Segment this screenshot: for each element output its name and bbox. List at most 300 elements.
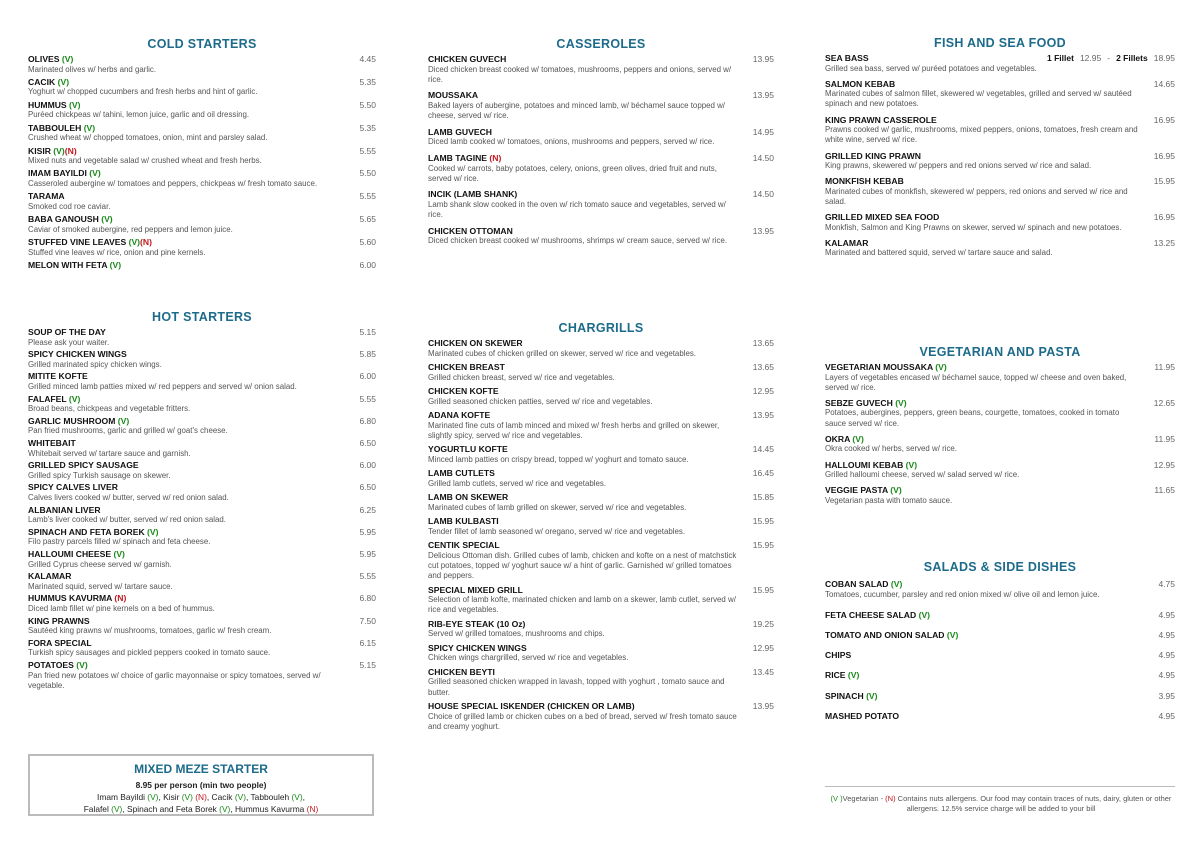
- item-description: Layers of vegetables encased w/ béchamel sauce, topped w/ cheese and oven baked, served w/ rice.: [825, 372, 1127, 392]
- item-name: [28, 54, 376, 65]
- sea-bass-fillet2-label: 2 Fillets: [1116, 53, 1148, 63]
- menu-item: [28, 77, 376, 98]
- item-title: KING PRAWNS: [28, 615, 90, 626]
- menu-item: [825, 362, 1175, 393]
- item-title: CACIK: [28, 76, 56, 87]
- meze-dish: Falafel: [83, 804, 112, 814]
- item-price: 5.65: [359, 214, 376, 225]
- meze-dish: ,: [302, 792, 305, 802]
- item-price: 6.00: [359, 460, 376, 471]
- menu-item: [825, 151, 1175, 172]
- menu-item: [825, 238, 1175, 259]
- item-name: [28, 593, 376, 604]
- item-price: 6.50: [359, 482, 376, 493]
- allergen-text: Contains nuts allergens. Our food may contain traces of nuts, dairy, gluten or other allergens. 12.5% service charge will be added to your bill: [895, 794, 1172, 813]
- item-description: Diced lamb cooked w/ tomatoes, onions, mushrooms and peppers, served w/ rice.: [428, 137, 715, 147]
- nuts-tag: (N): [64, 145, 77, 156]
- item-title: IMAM BAYILDI: [28, 168, 87, 179]
- item-title: CHIPS: [825, 650, 852, 661]
- menu-item: [825, 115, 1175, 146]
- item-description: Turkish spicy sausages and pickled peppers cooked in tomato sauce.: [28, 648, 271, 658]
- meze-dish: , Kisir: [158, 792, 182, 802]
- item-price: 7.50: [359, 615, 376, 626]
- item-price: 5.55: [359, 145, 376, 156]
- menu-item: [428, 90, 774, 121]
- item-title: OKRA: [825, 433, 850, 444]
- veg-key: (V ): [830, 794, 843, 803]
- item-name: [825, 670, 1175, 681]
- item-price: 12.65: [1153, 397, 1175, 408]
- section-title: COLD STARTERS: [147, 37, 257, 51]
- menu-item: [28, 549, 376, 570]
- meze-dish: Imam Bayildi: [97, 792, 148, 802]
- item-price: 6.25: [359, 504, 376, 515]
- item-list: [428, 338, 774, 732]
- item-name: [28, 168, 376, 179]
- item-description: Grilled spicy Turkish sausage on skewer.: [28, 470, 171, 480]
- sea-bass-prices: [1047, 53, 1175, 64]
- item-price: 11.65: [1154, 485, 1175, 496]
- menu-item: [428, 338, 774, 359]
- item-description: Marinated olives w/ herbs and garlic.: [28, 64, 157, 74]
- item-price: 6.80: [359, 593, 376, 604]
- item-price: 13.95: [752, 410, 774, 420]
- menu-item: [28, 100, 376, 121]
- item-description: Diced chicken breast cooked w/ tomatoes, mushrooms, peppers and onions, served w/ rice.: [428, 64, 732, 84]
- item-name: [28, 438, 376, 449]
- item-name: [825, 650, 1175, 661]
- item-title: KING PRAWN CASSEROLE: [825, 114, 937, 125]
- item-price: 19.25: [752, 618, 774, 629]
- item-price: 4.45: [359, 54, 376, 64]
- item-price: 4.75: [1158, 579, 1175, 589]
- menu-item: [825, 630, 1175, 641]
- item-price: 13.95: [752, 701, 774, 712]
- item-name: [428, 338, 774, 349]
- item-name: [825, 610, 1175, 621]
- allergen-note: [828, 794, 1174, 814]
- item-price: 5.50: [359, 168, 376, 179]
- menu-item: [28, 371, 376, 392]
- section-title: VEGETARIAN AND PASTA: [919, 345, 1081, 359]
- item-name: [28, 460, 376, 471]
- menu-item: [825, 485, 1175, 506]
- item-description: Whitebait served w/ tartare sauce and garnish.: [28, 448, 191, 458]
- menu-item: [825, 53, 1175, 74]
- vegetarian-tag: (V): [291, 792, 303, 802]
- item-title: SPICY CALVES LIVER: [28, 482, 118, 493]
- vegetarian-tag: (V): [66, 393, 81, 404]
- item-price: 4.95: [1158, 670, 1175, 681]
- menu-item: [428, 410, 774, 441]
- section-title: CHARGRILLS: [558, 321, 644, 335]
- item-name: [28, 371, 376, 382]
- item-description: Pan fried new potatoes w/ choice of garlic mayonnaise or spicy tomatoes, served w/ vegetable.: [28, 670, 321, 690]
- sea-bass-fillet1-label: 1 Fillet: [1047, 53, 1074, 63]
- item-title: POTATOES: [28, 660, 74, 671]
- item-description: Filo pastry parcels filled w/ spinach and feta cheese.: [28, 537, 211, 547]
- item-title: RICE: [825, 670, 846, 681]
- vegetarian-tag: (V): [219, 804, 231, 814]
- menu-item: [28, 123, 376, 144]
- item-price: 6.00: [359, 371, 376, 382]
- menu-item: [28, 214, 376, 235]
- item-title: SPICY CHICKEN WINGS: [428, 642, 527, 653]
- item-list: [825, 362, 1175, 506]
- item-title: KISIR: [28, 145, 51, 156]
- item-name: [28, 416, 376, 427]
- item-price: 5.95: [359, 549, 376, 560]
- meze-title: MIXED MEZE STARTER: [134, 762, 268, 776]
- footer-divider: [825, 786, 1175, 787]
- item-price: 6.80: [359, 415, 376, 426]
- item-name: [428, 153, 774, 164]
- item-name: [825, 485, 1175, 496]
- item-title: MOUSSAKA: [428, 90, 479, 101]
- menu-item: [825, 398, 1175, 429]
- item-name: [28, 146, 376, 157]
- item-price: 16.95: [1153, 114, 1175, 125]
- section-title: FISH AND SEA FOOD: [934, 36, 1066, 50]
- item-name: [428, 444, 774, 455]
- item-title: HOUSE SPECIAL ISKENDER (CHICKEN OR LAMB): [428, 701, 635, 712]
- item-description: Smoked cod roe caviar.: [28, 201, 111, 211]
- item-name: [825, 79, 1175, 90]
- item-name: [28, 123, 376, 134]
- item-description: Diced lamb fillet w/ pine kernels on a bed of hummus.: [28, 603, 215, 613]
- menu-item: [825, 176, 1175, 207]
- vegetarian-tag: (V): [147, 792, 159, 802]
- item-title: SPICY CHICKEN WINGS: [28, 349, 127, 360]
- item-description: Broad beans, chickpeas and vegetable fritters.: [28, 404, 191, 414]
- menu-item: [428, 468, 774, 489]
- item-name: [825, 434, 1175, 445]
- menu-item: [28, 237, 376, 258]
- item-description: Monkfish, Salmon and King Prawns on skewer, served w/ spinach and new potatoes.: [825, 222, 1122, 232]
- item-description: Lamb's liver cooked w/ butter, served w/ red onion salad.: [28, 515, 226, 525]
- item-title: SEBZE GUVECH: [825, 397, 893, 408]
- menu-item: [825, 650, 1175, 661]
- vegetarian-tag: (V): [903, 459, 918, 470]
- item-price: 13.95: [752, 90, 774, 101]
- item-name: [28, 214, 376, 225]
- item-name: [428, 643, 774, 654]
- item-title: INCIK (LAMB SHANK): [428, 189, 518, 200]
- menu-item: [825, 691, 1175, 702]
- vegetarian-tag: (V): [81, 122, 96, 133]
- item-name: [428, 516, 774, 527]
- item-price: 12.95: [752, 642, 774, 653]
- item-description: Cooked w/ carrots, baby potatoes, celery, onions, green olives, dried fruit and nuts, served w/ rice.: [428, 163, 717, 183]
- menu-item: [428, 153, 774, 184]
- item-price: 13.65: [752, 338, 774, 348]
- item-description: Marinated fine cuts of lamb minced and mixed w/ fresh herbs and grilled on skewer, slightly spicy, served w/ rice and vegetables.: [428, 420, 720, 440]
- meze-line-2: [30, 791, 372, 803]
- item-title: KALAMAR: [28, 571, 72, 582]
- vegetarian-tag: (V): [55, 76, 70, 87]
- item-price: 11.95: [1154, 362, 1175, 372]
- item-list: [825, 579, 1175, 721]
- item-title: ADANA KOFTE: [428, 410, 491, 420]
- item-name: [825, 362, 1175, 373]
- item-price: 4.95: [1158, 710, 1175, 721]
- menu-item: [428, 54, 774, 85]
- item-description: Tomatoes, cucumber, parsley and red onion mixed w/ olive oil and lemon juice.: [825, 589, 1100, 599]
- item-title: GARLIC MUSHROOM: [28, 415, 116, 426]
- meze-dish: , Spinach and Feta Borek: [122, 804, 220, 814]
- item-name: [428, 540, 774, 551]
- vegetarian-tag: (V): [944, 629, 959, 640]
- item-title: HUMMUS KAVURMA: [28, 593, 113, 604]
- nuts-tag: (N): [140, 237, 152, 248]
- item-description: Grilled Cyprus cheese served w/ garnish.: [28, 559, 172, 569]
- menu-item: [428, 492, 774, 513]
- item-description: Grilled minced lamb patties mixed w/ red peppers and served w/ onion salad.: [28, 381, 297, 391]
- item-name: [28, 394, 376, 405]
- item-description: Lamb shank slow cooked in the oven w/ rich tomato sauce and vegetables, served w/ rice.: [428, 199, 726, 220]
- section-title: SALADS & SIDE DISHES: [923, 560, 1077, 574]
- menu-item: [428, 667, 774, 698]
- item-list: [825, 53, 1175, 259]
- menu-item: [28, 638, 376, 659]
- item-price: 5.15: [359, 327, 376, 337]
- item-description: Calves livers cooked w/ butter, served w/ red onion salad.: [28, 492, 229, 502]
- item-description: Grilled sea bass, served w/ puréed potatoes and vegetables.: [825, 63, 1037, 73]
- item-price: 15.95: [752, 540, 774, 551]
- item-description: Grilled marinated spicy chicken wings.: [28, 359, 162, 369]
- item-name: [825, 460, 1175, 471]
- menu-item: [428, 189, 774, 220]
- menu-item: [28, 327, 376, 348]
- item-name: [28, 237, 376, 248]
- item-description: Stuffed vine leaves w/ rice, onion and pine kernels.: [28, 247, 206, 257]
- item-description: Tender fillet of lamb seasoned w/ oregano, served w/ rice and vegetables.: [428, 526, 686, 536]
- item-title: GRILLED SPICY SAUSAGE: [28, 460, 139, 471]
- item-title: HALLOUMI CHEESE: [28, 549, 112, 560]
- item-description: Minced lamb patties on crispy bread, topped w/ yoghurt and tomato sauce.: [428, 454, 689, 464]
- item-name: [28, 191, 376, 202]
- section-cold-starters: [28, 37, 376, 273]
- menu-item: [28, 460, 376, 481]
- item-title: CHICKEN BEYTI: [428, 666, 495, 677]
- item-description: Yoghurt w/ chopped cucumbers and fresh herbs and hint of garlic.: [28, 87, 258, 97]
- item-title: MELON WITH FETA: [28, 260, 108, 271]
- item-name: [428, 90, 774, 101]
- item-title: SPINACH: [825, 690, 864, 701]
- item-description: King prawns, skewered w/ peppers and red onions served w/ rice and salad.: [825, 161, 1092, 171]
- item-title: COBAN SALAD: [825, 579, 889, 589]
- menu-item: [428, 127, 774, 148]
- mixed-meze-box: [28, 754, 374, 816]
- item-description: Grilled halloumi cheese, served w/ salad served w/ rice.: [825, 470, 1020, 480]
- menu-item: [28, 168, 376, 189]
- menu-item: [28, 616, 376, 637]
- section-hot-starters: [28, 310, 376, 692]
- section-chargrills: [428, 321, 774, 735]
- item-description: Marinated cubes of salmon fillet, skewered w/ vegetables, grilled and served w/ sautéed spinach and new potatoes.: [825, 89, 1132, 109]
- menu-item: [825, 212, 1175, 233]
- menu-item: [28, 527, 376, 548]
- vegetarian-tag: (V): [234, 792, 246, 802]
- item-price: 12.95: [1153, 459, 1175, 470]
- menu-item: [428, 701, 774, 732]
- item-price: 13.25: [1153, 237, 1175, 248]
- item-name: [28, 527, 376, 538]
- meze-dish: , Hummus Kavurma: [230, 804, 307, 814]
- nuts-tag: (N): [306, 804, 319, 814]
- item-description: Grilled seasoned chicken wrapped in lavash, topped with yoghurt , tomato sauce and butter.: [428, 677, 725, 697]
- item-title: SOUP OF THE DAY: [28, 327, 106, 337]
- menu-item: [825, 79, 1175, 110]
- item-price: 6.15: [359, 637, 376, 648]
- item-description: Vegetarian pasta with tomato sauce.: [825, 495, 953, 505]
- menu-item: [825, 579, 1175, 600]
- item-price: 16.95: [1153, 212, 1175, 223]
- item-price: 14.65: [1153, 78, 1175, 89]
- vegetarian-tag: (V): [916, 609, 931, 620]
- vegetarian-tag: (V): [845, 670, 860, 681]
- item-name: [825, 238, 1175, 249]
- item-description: Marinated cubes of monkfish, skewered w/ peppers, red onions and served w/ rice and salad.: [825, 186, 1128, 206]
- item-name: [825, 711, 1175, 722]
- item-price: 12.95: [752, 386, 774, 396]
- item-price: 13.95: [752, 54, 774, 64]
- item-name: [428, 667, 774, 678]
- item-description: Prawns cooked w/ garlic, mushrooms, mixed peppers, onions, tomatoes, fresh cream and white wine, served w/ rice.: [825, 125, 1138, 145]
- item-price: 5.50: [359, 99, 376, 110]
- vegetarian-tag: (V): [98, 214, 113, 225]
- menu-item: [428, 619, 774, 640]
- item-title: CHICKEN KOFTE: [428, 386, 499, 396]
- item-description: Caviar of smoked aubergine, red peppers and lemon juice.: [28, 224, 233, 234]
- item-description: Marinated cubes of chicken grilled on skewer, served w/ rice and vegetables.: [428, 348, 696, 358]
- vegetarian-tag: (V): [66, 99, 81, 110]
- menu-item: [28, 260, 376, 271]
- item-price: 14.50: [752, 153, 774, 164]
- menu-item: [28, 660, 376, 691]
- meze-line-3: [30, 803, 372, 815]
- item-title: CHICKEN ON SKEWER: [428, 338, 523, 348]
- item-description: Chicken wings chargrilled, served w/ rice and vegetables.: [428, 653, 629, 663]
- item-list: [428, 54, 774, 247]
- item-title: HALLOUMI KEBAB: [825, 459, 904, 470]
- menu-item: [28, 349, 376, 370]
- item-price: 5.15: [359, 660, 376, 671]
- item-name: [825, 630, 1175, 641]
- nuts-tag: (N): [195, 792, 207, 802]
- item-description: Grilled seasoned chicken patties, served w/ rice and vegetables.: [428, 396, 653, 406]
- item-title: TABBOULEH: [28, 122, 82, 133]
- item-list: [28, 327, 376, 691]
- item-description: Crushed wheat w/ chopped tomatoes, onion, mint and parsley salad.: [28, 133, 268, 143]
- item-description: Marinated squid, served w/ tartare sauce.: [28, 581, 173, 591]
- item-price: 4.95: [1158, 609, 1175, 620]
- item-price: 5.35: [359, 122, 376, 133]
- menu-item: [28, 146, 376, 167]
- item-name: [428, 386, 774, 397]
- item-price: 16.95: [1153, 150, 1175, 161]
- vegetarian-tag: (V): [73, 660, 88, 671]
- item-description: Puréed chickpeas w/ tahini, lemon juice, garlic and oil dressing.: [28, 110, 250, 120]
- item-title: FORA SPECIAL: [28, 637, 92, 648]
- item-title: OLIVES: [28, 54, 60, 64]
- item-title: FETA CHEESE SALAD: [825, 609, 917, 620]
- item-title: ALBANIAN LIVER: [28, 504, 101, 515]
- item-name: [428, 127, 774, 138]
- section-title: CASSEROLES: [556, 37, 646, 51]
- item-name: [428, 701, 774, 712]
- item-title: WHITEBAIT: [28, 438, 76, 449]
- item-title: GRILLED MIXED SEA FOOD: [825, 212, 940, 223]
- item-description: Please ask your waiter.: [28, 337, 110, 347]
- item-description: Baked layers of aubergine, potatoes and minced lamb, w/ béchamel sauce topped w/ cheese, served w/ rice.: [428, 100, 725, 121]
- item-price: 5.55: [359, 191, 376, 202]
- item-price: 13.95: [752, 225, 774, 236]
- item-description: Okra cooked w/ herbs, served w/ rice.: [825, 444, 957, 454]
- menu-item: [428, 226, 774, 247]
- item-title: SPECIAL MIXED GRILL: [428, 584, 523, 595]
- item-description: Potatoes, aubergines, peppers, green beans, courgette, tomatoes, cooked in tomato sauce served w/ rice.: [825, 408, 1120, 428]
- item-name: [28, 660, 376, 671]
- menu-item: [428, 444, 774, 465]
- item-title: LAMB TAGINE: [428, 153, 488, 164]
- item-description: Marinated cubes of lamb grilled on skewer, served w/ rice and vegetables.: [428, 502, 687, 512]
- item-name: [825, 115, 1175, 126]
- item-price: 15.95: [1153, 176, 1175, 187]
- item-title: LAMB CUTLETS: [428, 468, 495, 479]
- item-name: [28, 77, 376, 88]
- item-title: MITITE KOFTE: [28, 371, 88, 382]
- vegetarian-tag: (V): [115, 415, 130, 426]
- item-name: [428, 619, 774, 630]
- item-price: 15.85: [752, 492, 774, 503]
- item-title: LAMB KULBASTI: [428, 516, 499, 527]
- item-description: Pan fried mushrooms, garlic and grilled w/ goat's cheese.: [28, 426, 228, 436]
- item-title: VEGGIE PASTA: [825, 485, 888, 496]
- vegetarian-tag: (V): [144, 526, 159, 537]
- veg-key-text: Vegetarian -: [842, 794, 886, 803]
- item-name: [428, 468, 774, 479]
- sea-bass-fillet2-price: 18.95: [1153, 53, 1175, 63]
- item-price: 16.45: [752, 468, 774, 479]
- item-description: Marinated and battered squid, served w/ tartare sauce and salad.: [825, 248, 1053, 258]
- nuts-tag: (N): [112, 593, 127, 604]
- menu-item: [28, 394, 376, 415]
- section-title: HOT STARTERS: [152, 310, 252, 324]
- section-casseroles: [428, 37, 774, 252]
- item-price: 5.95: [359, 526, 376, 537]
- item-description: Delicious Ottoman dish. Grilled cubes of lamb, chicken and kofte on a nest of matchstick cut potatoes, topped w/ yoghurt sauce w/ a hint of garlic. Garnished w/ grilled tomatoes and peppers.: [428, 550, 737, 581]
- menu-item: [825, 460, 1175, 481]
- item-price: 6.00: [359, 260, 376, 271]
- item-name: [28, 638, 376, 649]
- item-title: MASHED POTATO: [825, 710, 900, 721]
- meze-price-line: 8.95 per person (min two people): [135, 780, 267, 790]
- item-title: FALAFEL: [28, 393, 67, 404]
- item-title: TOMATO AND ONION SALAD: [825, 629, 945, 640]
- item-title: YOGURTLU KOFTE: [428, 444, 508, 455]
- item-name: [28, 549, 376, 560]
- item-name: [825, 691, 1175, 702]
- item-title: BABA GANOUSH: [28, 214, 99, 225]
- item-price: 15.95: [752, 516, 774, 527]
- vegetarian-tag: (V): [863, 690, 878, 701]
- vegetarian-tag: (V): [887, 485, 902, 496]
- item-name: [428, 585, 774, 596]
- item-name: [428, 54, 774, 65]
- menu-item: [28, 54, 376, 75]
- item-name: [428, 410, 774, 421]
